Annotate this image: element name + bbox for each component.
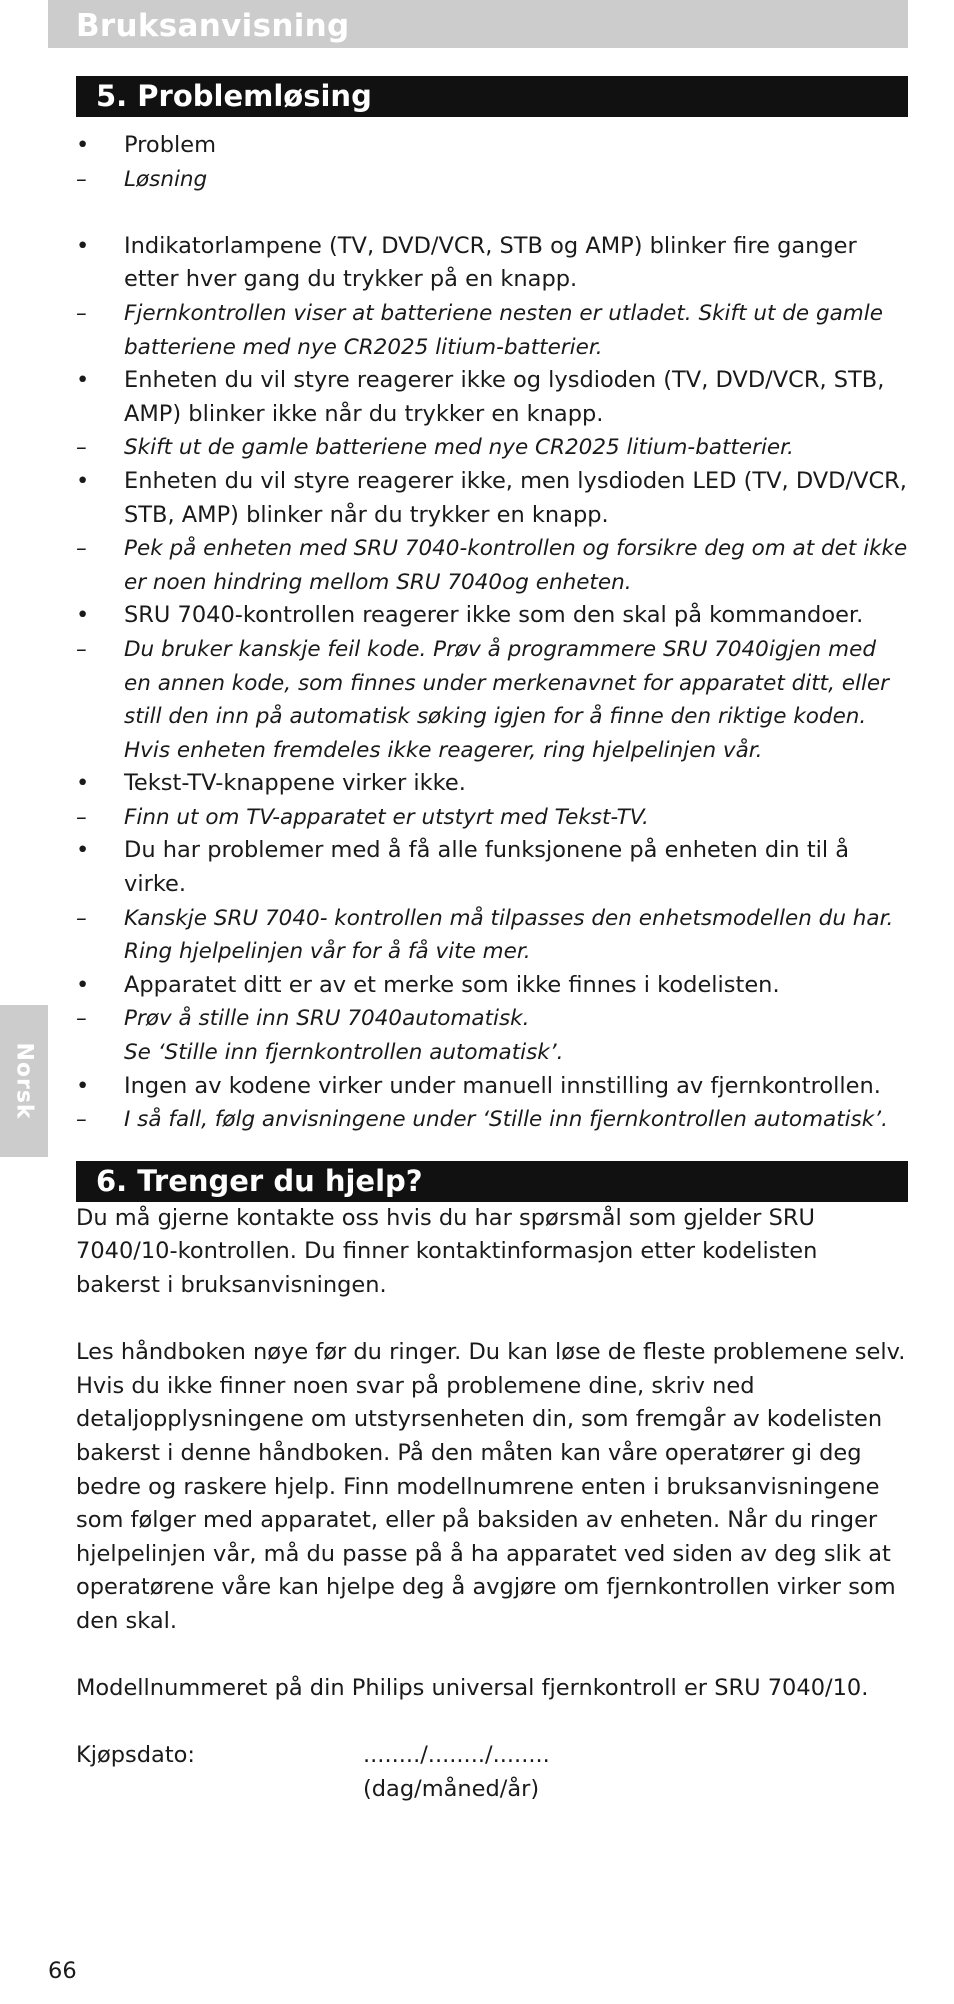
solution-extra-text: Ring hjelpelinjen vår for å få vite mer. [124,939,531,965]
problem-item [76,364,908,431]
problem-item [76,767,908,801]
problem-item [76,465,908,532]
problem-text: Tekst-TV-knappene virker ikke. [124,770,466,797]
problem-item [76,599,908,633]
bullet-mark: • [76,837,90,864]
help-paragraph: Les håndboken nøye før du ringer. Du kan løse de fleste problemene selv. Hvis du ikke finner noen svar på problemene dine, skriv ned detaljopplysningene om utstyrsenheten din, som fremgår av kodelisten bakerst i denne håndboken. På den måten kan våre operatører gi deg bedre og raskere hjelp. Finn modellnumrene enten i bruksanvisningene som følger med apparatet, eller på baksiden av enheten. Når du ringer hjelpelinjen vår, må du passe på å ha apparatet ved siden av deg slik at operatørene våre kan hjelpe deg å avgjøre om fjernkontrollen virker som den skal. [76,1339,906,1634]
help-paragraph: Du må gjerne kontakte oss hvis du har spørsmål som gjelder SRU 7040/10-kontrollen. Du finner kontaktinformasjon etter kodelisten bakerst i bruksanvisningen. [76,1204,818,1298]
problem-text: SRU 7040-kontrollen reagerer ikke som den skal på kommandoer. [124,602,864,629]
bullet-mark: • [76,467,90,494]
solution-item [76,1002,908,1036]
solution-item [76,297,908,364]
solution-extra-text: Hvis enheten fremdeles ikke reagerer, ring hjelpelinjen vår. [124,737,763,763]
header-title: Bruksanvisning [76,8,350,44]
solution-continuation [76,734,908,768]
dash-mark: – [76,435,87,461]
solution-text: I så fall, følg anvisningene under ‘Stille inn fjernkontrollen automatisk’. [124,1107,888,1133]
solution-item [76,532,908,599]
problem-item [76,230,908,297]
model-number-paragraph: Modellnummeret på din Philips universal fjernkontroll er SRU 7040/10. [76,1675,869,1702]
solution-item [76,633,908,734]
dash-mark: – [76,1006,87,1032]
section-heading-help [76,1161,908,1202]
legend-problem [76,129,908,163]
purchase-date-blank: ......../......../........ [363,1742,550,1769]
problem-text: Enheten du vil styre reagerer ikke og lysdioden (TV, DVD/VCR, STB, AMP) blinker ikke når du trykker en knapp. [124,367,885,427]
page-content [76,76,908,1806]
section-heading-troubleshooting [76,76,908,117]
problem-item [76,969,908,1003]
solution-text: Pek på enheten med SRU 7040-kontrollen og forsikre deg om at det ikke er noen hindring mellom SRU 7040og enheten. [124,536,908,595]
section-title: 6. Trenger du hjelp? [96,1163,423,1198]
page-number: 66 [48,1958,77,1984]
bullet-mark: • [76,367,90,394]
purchase-date-label: Kjøpsdato: [76,1742,196,1769]
legend-problem-label: Problem [124,132,216,158]
dash-mark: – [76,905,87,931]
solution-text: Fjernkontrollen viser at batteriene nesten er utladet. Skift ut de gamle batteriene med nye CR2025 litium-batterier. [124,300,883,360]
solution-text: Finn ut om TV-apparatet er utstyrt med Tekst-TV. [124,804,649,830]
solution-item [76,801,908,835]
language-label: Norsk [11,1042,37,1120]
solution-item [76,1103,908,1137]
dash-mark: – [76,166,87,192]
troubleshooting-list [76,129,908,1137]
dash-mark: – [76,300,87,326]
solution-item [76,902,908,936]
bullet-mark: • [76,232,90,259]
purchase-date-format: (dag/måned/år) [363,1775,540,1802]
problem-text: Ingen av kodene virker under manuell innstilling av fjernkontrollen. [124,1072,881,1099]
problem-text: Apparatet ditt er av et merke som ikke finnes i kodelisten. [124,971,780,998]
solution-text: Prøv å stille inn SRU 7040automatisk. [124,1006,530,1032]
language-side-tab [0,1005,48,1157]
legend-solution-label: Løsning [124,166,208,192]
solution-text: Du bruker kanskje feil kode. Prøv å programmere SRU 7040igjen med en annen kode, som finnes under merkenavnet for apparatet ditt, eller still den inn på automatisk søking igjen for å finne den riktige koden. [124,636,889,730]
solution-continuation [76,935,908,969]
header-bar [48,0,908,48]
dash-mark: – [76,804,87,830]
bullet-mark: • [76,770,90,797]
solution-text: Skift ut de gamle batteriene med nye CR2025 litium-batterier. [124,435,794,461]
purchase-date-row [76,1739,908,1806]
section-title: 5. Problemløsing [96,79,372,113]
solution-text: Kanskje SRU 7040- kontrollen må tilpasses den enhetsmodellen du har. [124,905,894,931]
bullet-mark: • [76,132,90,158]
problem-item [76,834,908,901]
dash-mark: – [76,636,87,662]
bullet-mark: • [76,1072,90,1099]
problem-text: Enheten du vil styre reagerer ikke, men lysdioden LED (TV, DVD/VCR, STB, AMP) blinker når du trykker en knapp. [124,467,907,528]
bullet-mark: • [76,971,90,998]
dash-mark: – [76,536,87,562]
dash-mark: – [76,1107,87,1133]
problem-text: Du har problemer med å få alle funksjonene på enheten din til å virke. [124,837,850,898]
bullet-mark: • [76,602,90,629]
legend-solution [76,163,908,197]
solution-item [76,431,908,465]
solution-extra-text: Se ‘Stille inn fjernkontrollen automatisk’. [124,1040,564,1066]
problem-item [76,1070,908,1104]
solution-continuation [76,1036,908,1070]
problem-text: Indikatorlampene (TV, DVD/VCR, STB og AMP) blinker fire ganger etter hver gang du trykker på en knapp. [124,232,857,293]
